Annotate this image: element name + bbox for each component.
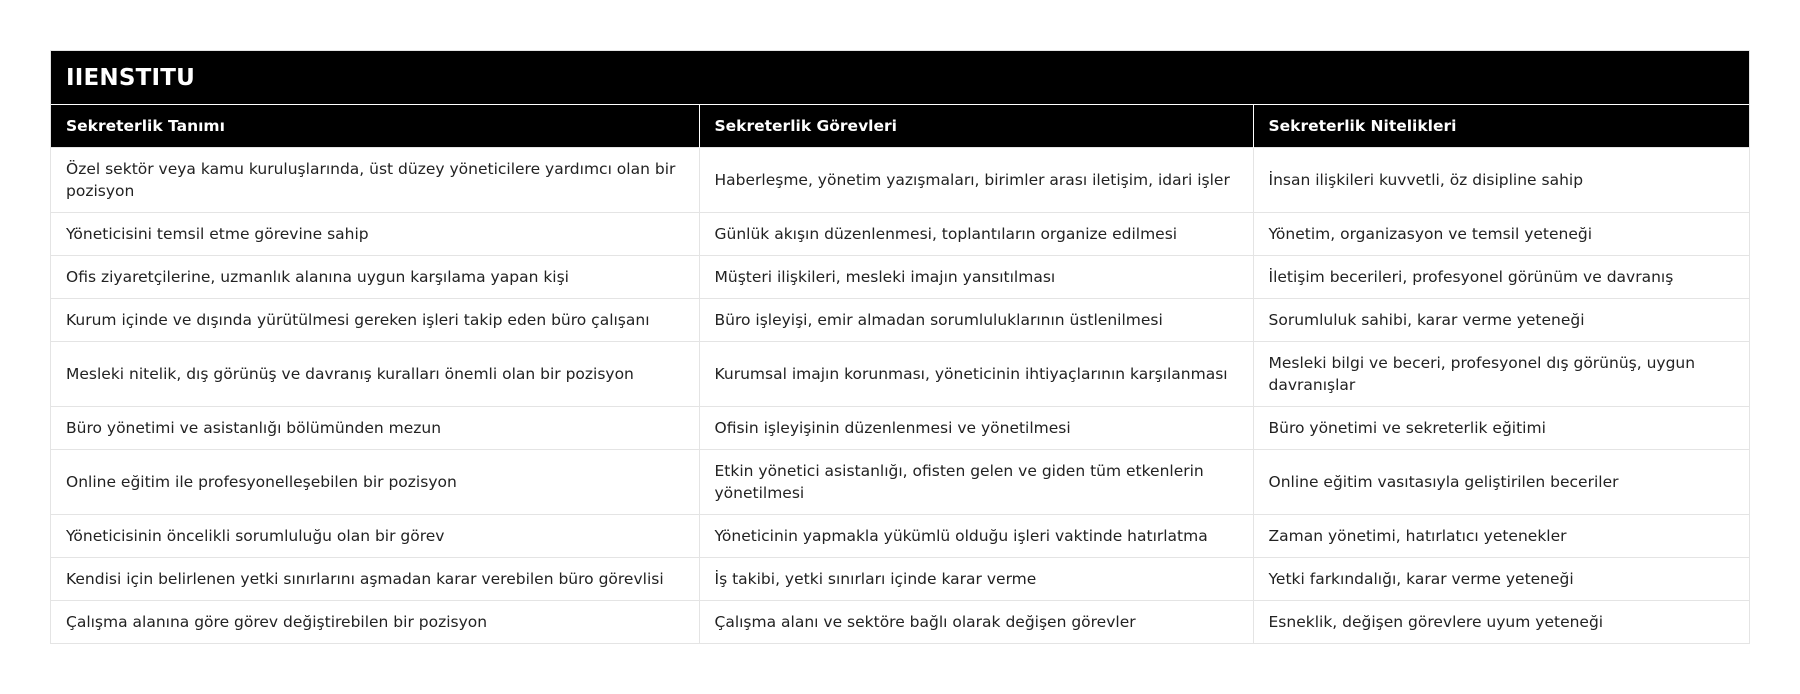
table-cell: İş takibi, yetki sınırları içinde karar verme (699, 557, 1253, 600)
table-row (51, 600, 1749, 643)
table-cell: İletişim becerileri, profesyonel görünüm ve davranış (1253, 255, 1749, 298)
table-cell: Mesleki bilgi ve beceri, profesyonel dış görünüş, uygun davranışlar (1253, 341, 1749, 406)
table-cell: Zaman yönetimi, hatırlatıcı yetenekler (1253, 514, 1749, 557)
table-cell: Çalışma alanı ve sektöre bağlı olarak değişen görevler (699, 600, 1253, 643)
content-card (50, 50, 1750, 644)
column-header-duties: Sekreterlik Görevleri (699, 105, 1253, 147)
table-cell: Online eğitim vasıtasıyla geliştirilen beceriler (1253, 449, 1749, 514)
table-row (51, 514, 1749, 557)
table-cell: Yöneticisinin öncelikli sorumluluğu olan bir görev (51, 514, 699, 557)
table-cell: Ofisin işleyişinin düzenlenmesi ve yönetilmesi (699, 406, 1253, 449)
table-cell: Kendisi için belirlenen yetki sınırlarını aşmadan karar verebilen büro görevlisi (51, 557, 699, 600)
table-cell: Büro yönetimi ve asistanlığı bölümünden mezun (51, 406, 699, 449)
column-header-definition: Sekreterlik Tanımı (51, 105, 699, 147)
table-cell: İnsan ilişkileri kuvvetli, öz disipline sahip (1253, 147, 1749, 212)
table-header-row (51, 105, 1749, 147)
table-cell: Müşteri ilişkileri, mesleki imajın yansıtılması (699, 255, 1253, 298)
table-cell: Etkin yönetici asistanlığı, ofisten gelen ve giden tüm etkenlerin yönetilmesi (699, 449, 1253, 514)
table-cell: Günlük akışın düzenlenmesi, toplantıların organize edilmesi (699, 212, 1253, 255)
table-row (51, 406, 1749, 449)
table-row (51, 212, 1749, 255)
table-cell: Özel sektör veya kamu kuruluşlarında, üst düzey yöneticilere yardımcı olan bir pozisyon (51, 147, 699, 212)
table-cell: Esneklik, değişen görevlere uyum yeteneği (1253, 600, 1749, 643)
table-cell: Online eğitim ile profesyonelleşebilen bir pozisyon (51, 449, 699, 514)
table-cell: Yöneticinin yapmakla yükümlü olduğu işleri vaktinde hatırlatma (699, 514, 1253, 557)
table-cell: Ofis ziyaretçilerine, uzmanlık alanına uygun karşılama yapan kişi (51, 255, 699, 298)
table-cell: Kurumsal imajın korunması, yöneticinin ihtiyaçlarının karşılanması (699, 341, 1253, 406)
table-cell: Haberleşme, yönetim yazışmaları, birimler arası iletişim, idari işler (699, 147, 1253, 212)
table-cell: Büro yönetimi ve sekreterlik eğitimi (1253, 406, 1749, 449)
table-row (51, 298, 1749, 341)
table-row (51, 449, 1749, 514)
table-row (51, 255, 1749, 298)
column-header-qualifications: Sekreterlik Nitelikleri (1253, 105, 1749, 147)
table-cell: Kurum içinde ve dışında yürütülmesi gereken işleri takip eden büro çalışanı (51, 298, 699, 341)
table-cell: Mesleki nitelik, dış görünüş ve davranış kuralları önemli olan bir pozisyon (51, 341, 699, 406)
table-row (51, 341, 1749, 406)
table-cell: Yönetim, organizasyon ve temsil yeteneği (1253, 212, 1749, 255)
table-cell: Yetki farkındalığı, karar verme yeteneği (1253, 557, 1749, 600)
secretary-table (51, 105, 1749, 643)
table-cell: Sorumluluk sahibi, karar verme yeteneği (1253, 298, 1749, 341)
table-cell: Yöneticisini temsil etme görevine sahip (51, 212, 699, 255)
table-cell: Büro işleyişi, emir almadan sorumluluklarının üstlenilmesi (699, 298, 1253, 341)
table-cell: Çalışma alanına göre görev değiştirebilen bir pozisyon (51, 600, 699, 643)
table-row (51, 557, 1749, 600)
table-row (51, 147, 1749, 212)
brand-title: IIENSTITU (51, 51, 1749, 105)
